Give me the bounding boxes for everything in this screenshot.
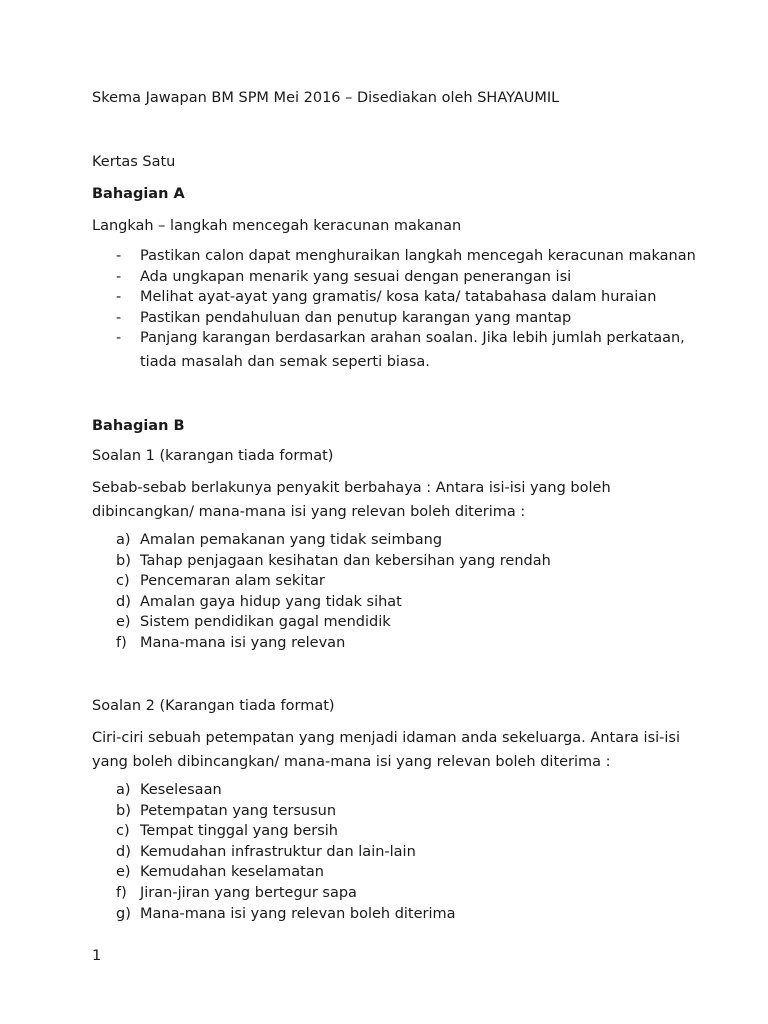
list-marker: c) (116, 573, 130, 590)
list-marker: b) (116, 802, 131, 819)
list-item (92, 801, 456, 822)
list-item (92, 842, 456, 863)
bullet-marker: - (116, 330, 122, 347)
q2-intro-line-2: yang boleh dibincangkan/ mana-mana isi yang relevan boleh diterima : (92, 754, 611, 770)
section-a-title: Langkah – langkah mencegah keracunan makanan (92, 218, 462, 234)
list-item (92, 821, 456, 842)
bullet-marker: - (116, 248, 122, 264)
list-item (92, 530, 551, 551)
list-marker: a) (116, 782, 131, 798)
list-item (92, 267, 696, 288)
list-item (92, 592, 551, 613)
bullet-marker: - (116, 268, 122, 285)
bullet-marker: - (116, 289, 122, 306)
list-item-text: Amalan pemakanan yang tidak seimbang (140, 532, 443, 548)
list-item-text: Melihat ayat-ayat yang gramatis/ kosa kata/ tatabahasa dalam huraian (140, 289, 657, 306)
list-marker: c) (116, 823, 130, 840)
list-item-text: Jiran-jiran yang bertegur sapa (140, 884, 357, 901)
list-item (92, 780, 456, 801)
q1-intro-line-1: Sebab-sebab berlakunya penyakit berbahaya : Antara isi-isi yang boleh (92, 480, 611, 496)
list-item (92, 246, 696, 267)
list-marker: e) (116, 864, 131, 881)
list-marker: d) (116, 593, 131, 610)
list-item-text: Petempatan yang tersusun (140, 802, 337, 819)
list-item-text: Panjang karangan berdasarkan arahan soalan. Jika lebih jumlah perkataan, (140, 330, 685, 347)
list-item (92, 551, 551, 572)
list-marker: a) (116, 532, 131, 548)
list-item-text: Tahap penjagaan kesihatan dan kebersihan yang rendah (140, 552, 551, 569)
list-item (92, 633, 551, 654)
section-a-bullet-list (92, 246, 696, 349)
list-marker: b) (116, 552, 131, 569)
q2-item-list (92, 780, 456, 924)
list-item-text: Amalan gaya hidup yang tidak sihat (140, 593, 402, 610)
section-a-heading: Bahagian A (92, 186, 185, 202)
section-b-heading: Bahagian B (92, 418, 185, 434)
list-marker: d) (116, 843, 131, 860)
list-item-text: Pastikan calon dapat menghuraikan langkah mencegah keracunan makanan (140, 248, 696, 264)
list-item-text: Keselesaan (140, 782, 222, 798)
list-marker: g) (116, 905, 131, 922)
list-item-text: Pastikan pendahuluan dan penutup karangan yang mantap (140, 309, 572, 326)
list-marker: f) (116, 634, 127, 651)
list-item (92, 904, 456, 925)
paper-title: Kertas Satu (92, 154, 176, 170)
list-item (92, 883, 456, 904)
list-item-text: Ada ungkapan menarik yang sesuai dengan penerangan isi (140, 268, 572, 285)
q2-title: Soalan 2 (Karangan tiada format) (92, 698, 335, 714)
bullet-continuation: tiada masalah dan semak seperti biasa. (140, 354, 430, 370)
list-item (92, 612, 551, 633)
q1-title: Soalan 1 (karangan tiada format) (92, 448, 334, 464)
list-item (92, 571, 551, 592)
list-item-text: Tempat tinggal yang bersih (140, 823, 338, 840)
list-marker: f) (116, 884, 127, 901)
q1-item-list (92, 530, 551, 654)
list-item-text: Pencemaran alam sekitar (140, 573, 325, 590)
list-item-text: Mana-mana isi yang relevan boleh diterima (140, 905, 456, 922)
list-marker: e) (116, 614, 131, 631)
list-item (92, 287, 696, 308)
list-item-text: Kemudahan infrastruktur dan lain-lain (140, 843, 416, 860)
q1-intro-line-2: dibincangkan/ mana-mana isi yang relevan boleh diterima : (92, 504, 526, 520)
bullet-marker: - (116, 309, 122, 326)
list-item (92, 308, 696, 329)
list-item-text: Mana-mana isi yang relevan (140, 634, 346, 651)
list-item-text: Sistem pendidikan gagal mendidik (140, 614, 391, 631)
list-item (92, 328, 696, 349)
document-header: Skema Jawapan BM SPM Mei 2016 – Disediakan oleh SHAYAUMIL (92, 90, 560, 106)
q2-intro-line-1: Ciri-ciri sebuah petempatan yang menjadi idaman anda sekeluarga. Antara isi-isi (92, 730, 680, 746)
list-item-text: Kemudahan keselamatan (140, 864, 324, 881)
list-item (92, 862, 456, 883)
page-number: 1 (92, 948, 102, 964)
